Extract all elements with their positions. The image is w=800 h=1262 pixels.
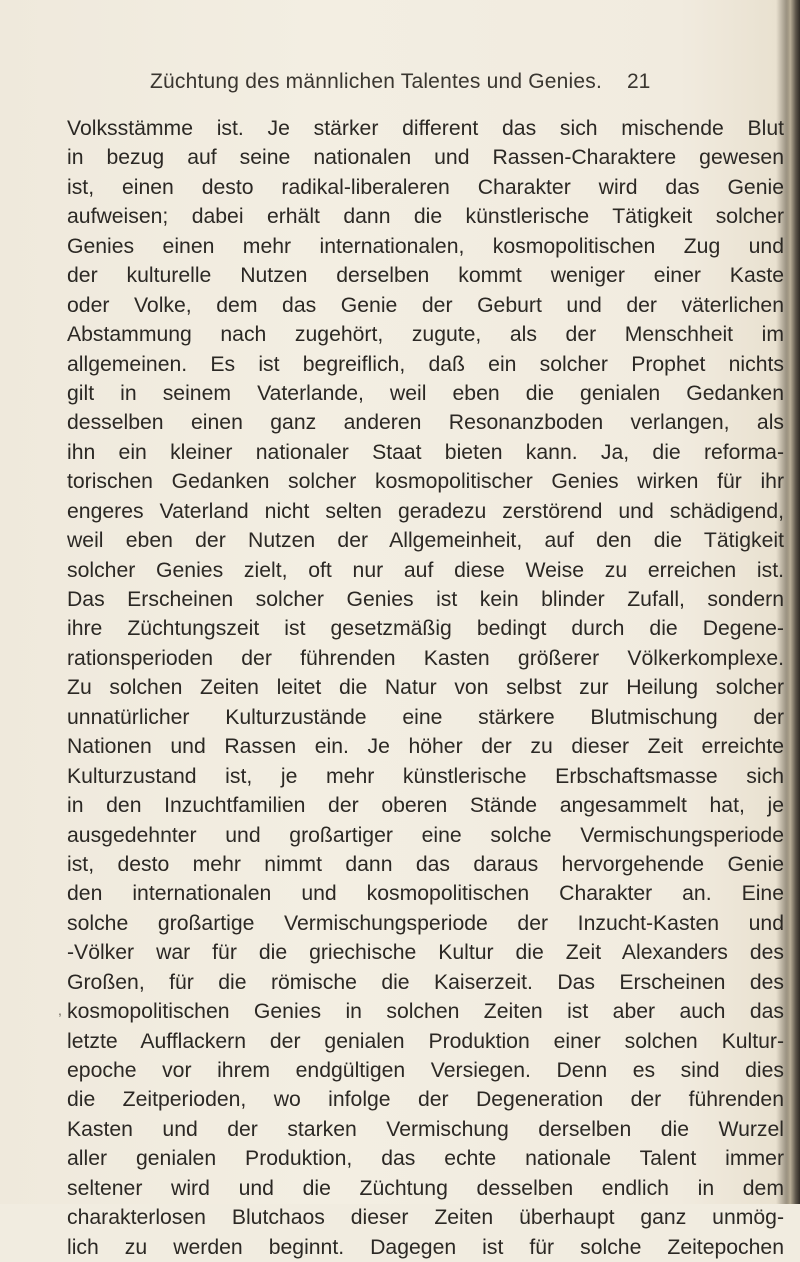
text-line: Volksstämme ist. Je stärker different das sich mischende Blut <box>67 117 784 140</box>
text-line: epoche vor ihrem endgültigen Versiegen. Denn es sind dies <box>67 1059 784 1082</box>
text-line: Das Erscheinen solcher Genies ist kein blinder Zufall, sondern <box>67 588 784 611</box>
text-line: in den Inzuchtfamilien der oberen Stände angesammelt hat, je <box>67 794 784 818</box>
text-line: solcher Genies zielt, oft nur auf diese Weise zu erreichen ist. <box>67 558 784 582</box>
page-number: 21 <box>627 70 651 93</box>
text-line: Nationen und Rassen ein. Je höher der zu dieser Zeit erreichte <box>67 735 784 759</box>
text-line: engeres Vaterland nicht selten geradezu zerstörend und schädigend, <box>67 499 784 523</box>
text-line: letzte Aufflackern der genialen Produktion einer solchen Kultur- <box>67 1029 784 1053</box>
text-line: Zu solchen Zeiten leitet die Natur von selbst zur Heilung solcher <box>67 676 784 700</box>
page-edge-shadow <box>786 0 800 1204</box>
text-line: Großen, für die römische die Kaiserzeit. Das Erscheinen des <box>67 970 784 994</box>
text-line: weil eben der Nutzen der Allgemeinheit, auf den die Tätigkeit <box>67 529 784 553</box>
text-line: ist, einen desto radikal-liberaleren Charakter wird das Genie <box>67 175 784 199</box>
text-line: lich zu werden beginnt. Dagegen ist für solche Zeitepochen <box>67 1235 784 1259</box>
text-line: torischen Gedanken solcher kosmopolitischer Genies wirken für ihr <box>67 470 784 494</box>
text-line: solche großartige Vermischungsperiode der Inzucht-Kasten und <box>67 911 784 935</box>
text-line: oder Volke, dem das Genie der Geburt und der väterlichen <box>67 293 784 317</box>
text-line: in bezug auf seine nationalen und Rassen-Charaktere gewesen <box>67 146 784 170</box>
text-line: desselben einen ganz anderen Resonanzboden verlangen, als <box>67 411 784 435</box>
text-line: aller genialen Produktion, das echte nationale Talent immer <box>67 1147 784 1171</box>
text-line: Kulturzustand ist, je mehr künstlerische Erbschaftsmasse sich <box>67 764 784 788</box>
text-line: charakterlosen Blutchaos dieser Zeiten überhaupt ganz unmög- <box>67 1206 784 1230</box>
running-head: Züchtung des männlichen Talentes und Genies. <box>150 70 603 93</box>
text-line: aufweisen; dabei erhält dann die künstlerische Tätigkeit solcher <box>67 205 784 229</box>
body-text <box>67 114 784 1262</box>
text-line: der kulturelle Nutzen derselben kommt weniger einer Kaste <box>67 264 784 288</box>
text-line: ist, desto mehr nimmt dann das daraus hervorgehende Genie <box>67 852 784 876</box>
text-line: Genies einen mehr internationalen, kosmopolitischen Zug und <box>67 234 784 258</box>
text-line: unnatürlicher Kulturzustände eine stärkere Blutmischung der <box>67 705 784 729</box>
text-line: seltener wird und die Züchtung desselben endlich in dem <box>67 1176 784 1200</box>
text-line: kosmopolitischen Genies in solchen Zeiten ist aber auch das <box>67 1000 784 1024</box>
text-line: Kasten und der starken Vermischung derselben die Wurzel <box>67 1117 784 1141</box>
text-line: ihre Züchtungszeit ist gesetzmäßig bedingt durch die Degene- <box>67 617 784 641</box>
text-line: die Zeitperioden, wo infolge der Degeneration der führenden <box>67 1088 784 1112</box>
text-line: ihn ein kleiner nationaler Staat bieten kann. Ja, die reforma- <box>67 440 784 464</box>
text-line: rationsperioden der führenden Kasten größerer Völkerkomplexe. <box>67 646 784 670</box>
text-line: -Völker war für die griechische Kultur die Zeit Alexanders des <box>67 941 784 965</box>
text-line: Abstammung nach zugehört, zugute, als der Menschheit im <box>67 323 784 347</box>
text-line: gilt in seinem Vaterlande, weil eben die genialen Gedanken <box>67 381 784 405</box>
margin-mark: , <box>58 1002 62 1018</box>
text-line: den internationalen und kosmopolitischen Charakter an. Eine <box>67 882 784 906</box>
text-line: allgemeinen. Es ist begreiflich, daß ein solcher Prophet nichts <box>67 352 784 376</box>
text-line: ausgedehnter und großartiger eine solche Vermischungsperiode <box>67 823 784 847</box>
